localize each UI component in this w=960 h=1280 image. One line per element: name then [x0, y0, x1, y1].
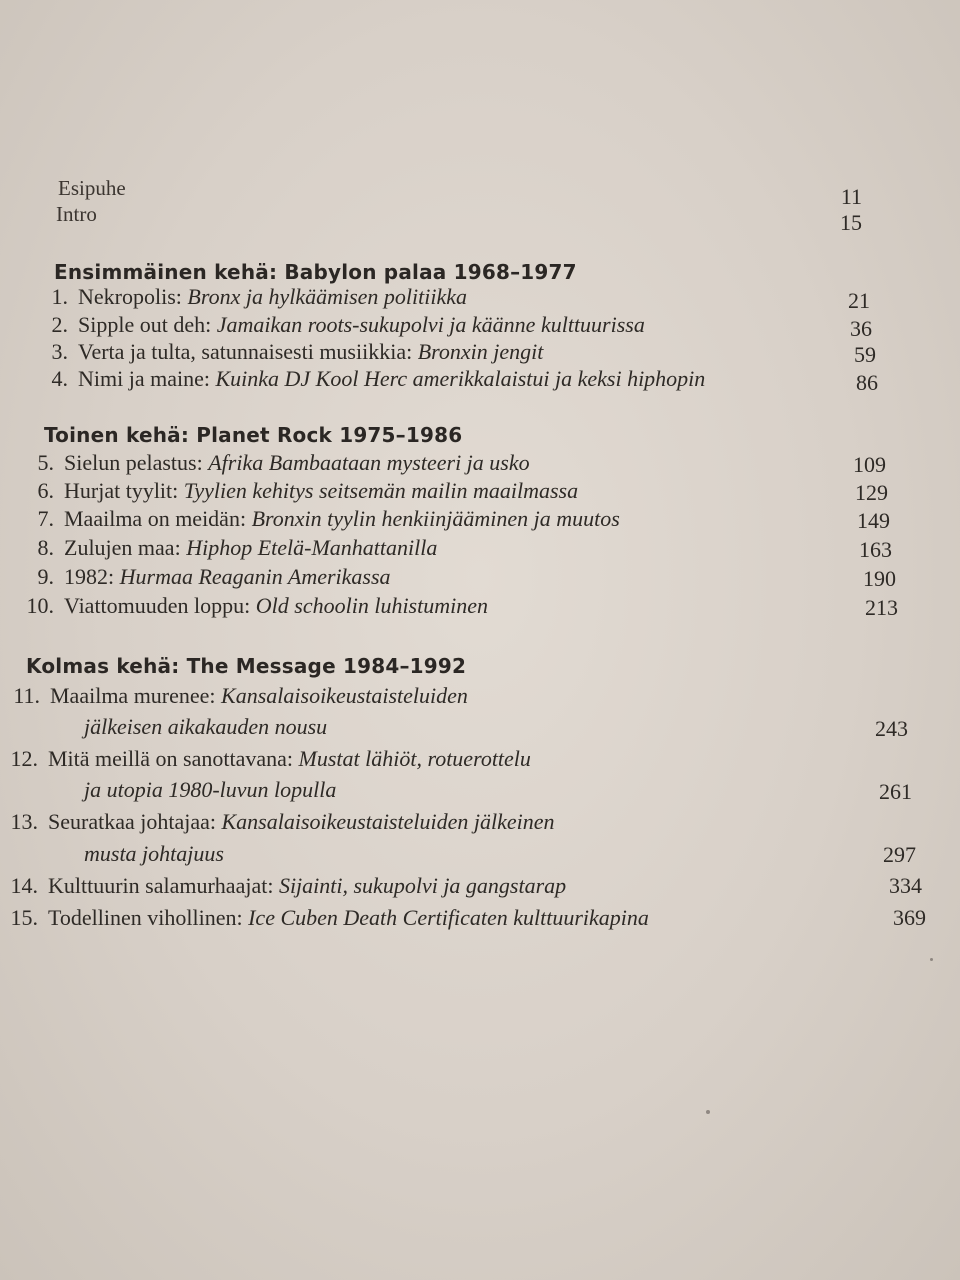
chapter-number: 7. [37, 506, 54, 531]
chapter-entry [0, 746, 531, 772]
paper-speck [706, 1110, 710, 1114]
chapter-page: 109 [853, 452, 886, 477]
chapter-entry [30, 339, 543, 365]
part-heading: Kolmas kehä: The Message 1984–1992 [26, 654, 467, 678]
chapter-entry [16, 506, 620, 532]
chapter-title: Kulttuurin salamurhaajat: [48, 873, 274, 898]
chapter-page: 213 [865, 595, 898, 620]
chapter-subtitle: Bronxin jengit [417, 339, 544, 364]
chapter-title: Nimi ja maine: [78, 366, 210, 391]
chapter-entry [0, 809, 555, 835]
chapter-subtitle: Afrika Bambaataan mysteeri ja usko [208, 450, 530, 475]
chapter-number: 6. [37, 478, 54, 503]
chapter-page: 36 [850, 316, 872, 341]
chapter-entry [16, 593, 488, 619]
chapter-page: 59 [854, 342, 876, 367]
chapter-title: Maailma murenee: [50, 683, 216, 708]
chapter-entry [16, 535, 437, 561]
chapter-subtitle: Bronxin tyylin henkiinjääminen ja muutos [251, 506, 620, 531]
chapter-page: 261 [879, 779, 912, 804]
part-heading: Ensimmäinen kehä: Babylon palaa 1968–1977 [54, 260, 577, 284]
chapter-page: 369 [893, 905, 926, 930]
chapter-title: Sielun pelastus: [64, 450, 203, 475]
chapter-page: 149 [857, 508, 890, 533]
chapter-title: Viattomuuden loppu: [64, 593, 251, 618]
chapter-title: Nekropolis: [78, 284, 182, 309]
chapter-subtitle: Jamaikan roots-sukupolvi ja käänne kulttuurissa [216, 312, 645, 337]
chapter-subtitle-continued: jälkeisen aikakauden nousu [84, 714, 328, 739]
chapter-title: Verta ja tulta, satunnaisesti musiikkia: [78, 339, 413, 364]
paper-speck [930, 958, 933, 961]
chapter-subtitle-continued: musta johtajuus [84, 841, 224, 866]
chapter-entry [30, 284, 467, 310]
chapter-subtitle: Ice Cuben Death Certificaten kulttuurikapina [248, 905, 649, 930]
chapter-entry [16, 478, 578, 504]
chapter-number: 12. [10, 746, 38, 771]
part-heading: Toinen kehä: Planet Rock 1975–1986 [44, 423, 463, 447]
chapter-entry [0, 905, 649, 931]
front-matter-title: Intro [56, 202, 97, 226]
chapter-subtitle: Tyylien kehitys seitsemän mailin maailmassa [183, 478, 579, 503]
chapter-title: Hurjat tyylit: [64, 478, 179, 503]
chapter-entry [16, 564, 391, 590]
chapter-title: Seuratkaa johtajaa: [48, 809, 216, 834]
chapter-page: 190 [863, 566, 896, 591]
chapter-subtitle: Kuinka DJ Kool Herc amerikkalaistui ja keksi hiphopin [215, 366, 706, 391]
chapter-number: 8. [37, 535, 54, 560]
chapter-entry [2, 683, 468, 709]
front-matter-title: Esipuhe [58, 176, 126, 200]
chapter-subtitle: Mustat lähiöt, rotuerottelu [298, 746, 531, 771]
front-matter-page: 15 [840, 210, 862, 235]
chapter-subtitle: Hurmaa Reaganin Amerikassa [119, 564, 391, 589]
chapter-entry [30, 366, 705, 392]
chapter-subtitle-continued: ja utopia 1980-luvun lopulla [84, 777, 337, 802]
chapter-subtitle: Sijainti, sukupolvi ja gangstarap [278, 873, 567, 898]
chapter-subtitle: Kansalaisoikeustaisteluiden jälkeinen [221, 809, 555, 834]
chapter-entry [0, 873, 566, 899]
chapter-subtitle: Kansalaisoikeustaisteluiden [221, 683, 468, 708]
chapter-subtitle: Hiphop Etelä-Manhattanilla [186, 535, 438, 560]
chapter-title: 1982: [64, 564, 115, 589]
chapter-entry [16, 450, 530, 476]
chapter-title: Mitä meillä on sanottavana: [48, 746, 293, 771]
chapter-page: 243 [875, 716, 908, 741]
chapter-number: 5. [37, 450, 54, 475]
chapter-title: Maailma on meidän: [64, 506, 247, 531]
chapter-number: 14. [10, 873, 38, 898]
chapter-page: 163 [859, 537, 892, 562]
chapter-number: 4. [51, 366, 68, 391]
chapter-number: 10. [26, 593, 54, 618]
chapter-entry [30, 312, 645, 338]
chapter-number: 1. [51, 284, 68, 309]
chapter-page: 129 [855, 480, 888, 505]
front-matter-page: 11 [840, 184, 862, 209]
chapter-subtitle: Bronx ja hylkäämisen politiikka [187, 284, 468, 309]
chapter-page: 297 [883, 842, 916, 867]
chapter-number: 15. [10, 905, 38, 930]
chapter-title: Sipple out deh: [78, 312, 212, 337]
chapter-title: Todellinen vihollinen: [48, 905, 243, 930]
chapter-page: 334 [889, 873, 922, 898]
chapter-number: 11. [13, 683, 40, 708]
chapter-title: Zulujen maa: [64, 535, 181, 560]
chapter-number: 13. [10, 809, 38, 834]
chapter-number: 3. [51, 339, 68, 364]
chapter-page: 21 [848, 288, 870, 313]
chapter-number: 9. [37, 564, 54, 589]
chapter-subtitle: Old schoolin luhistuminen [255, 593, 488, 618]
chapter-number: 2. [51, 312, 68, 337]
chapter-page: 86 [856, 370, 878, 395]
